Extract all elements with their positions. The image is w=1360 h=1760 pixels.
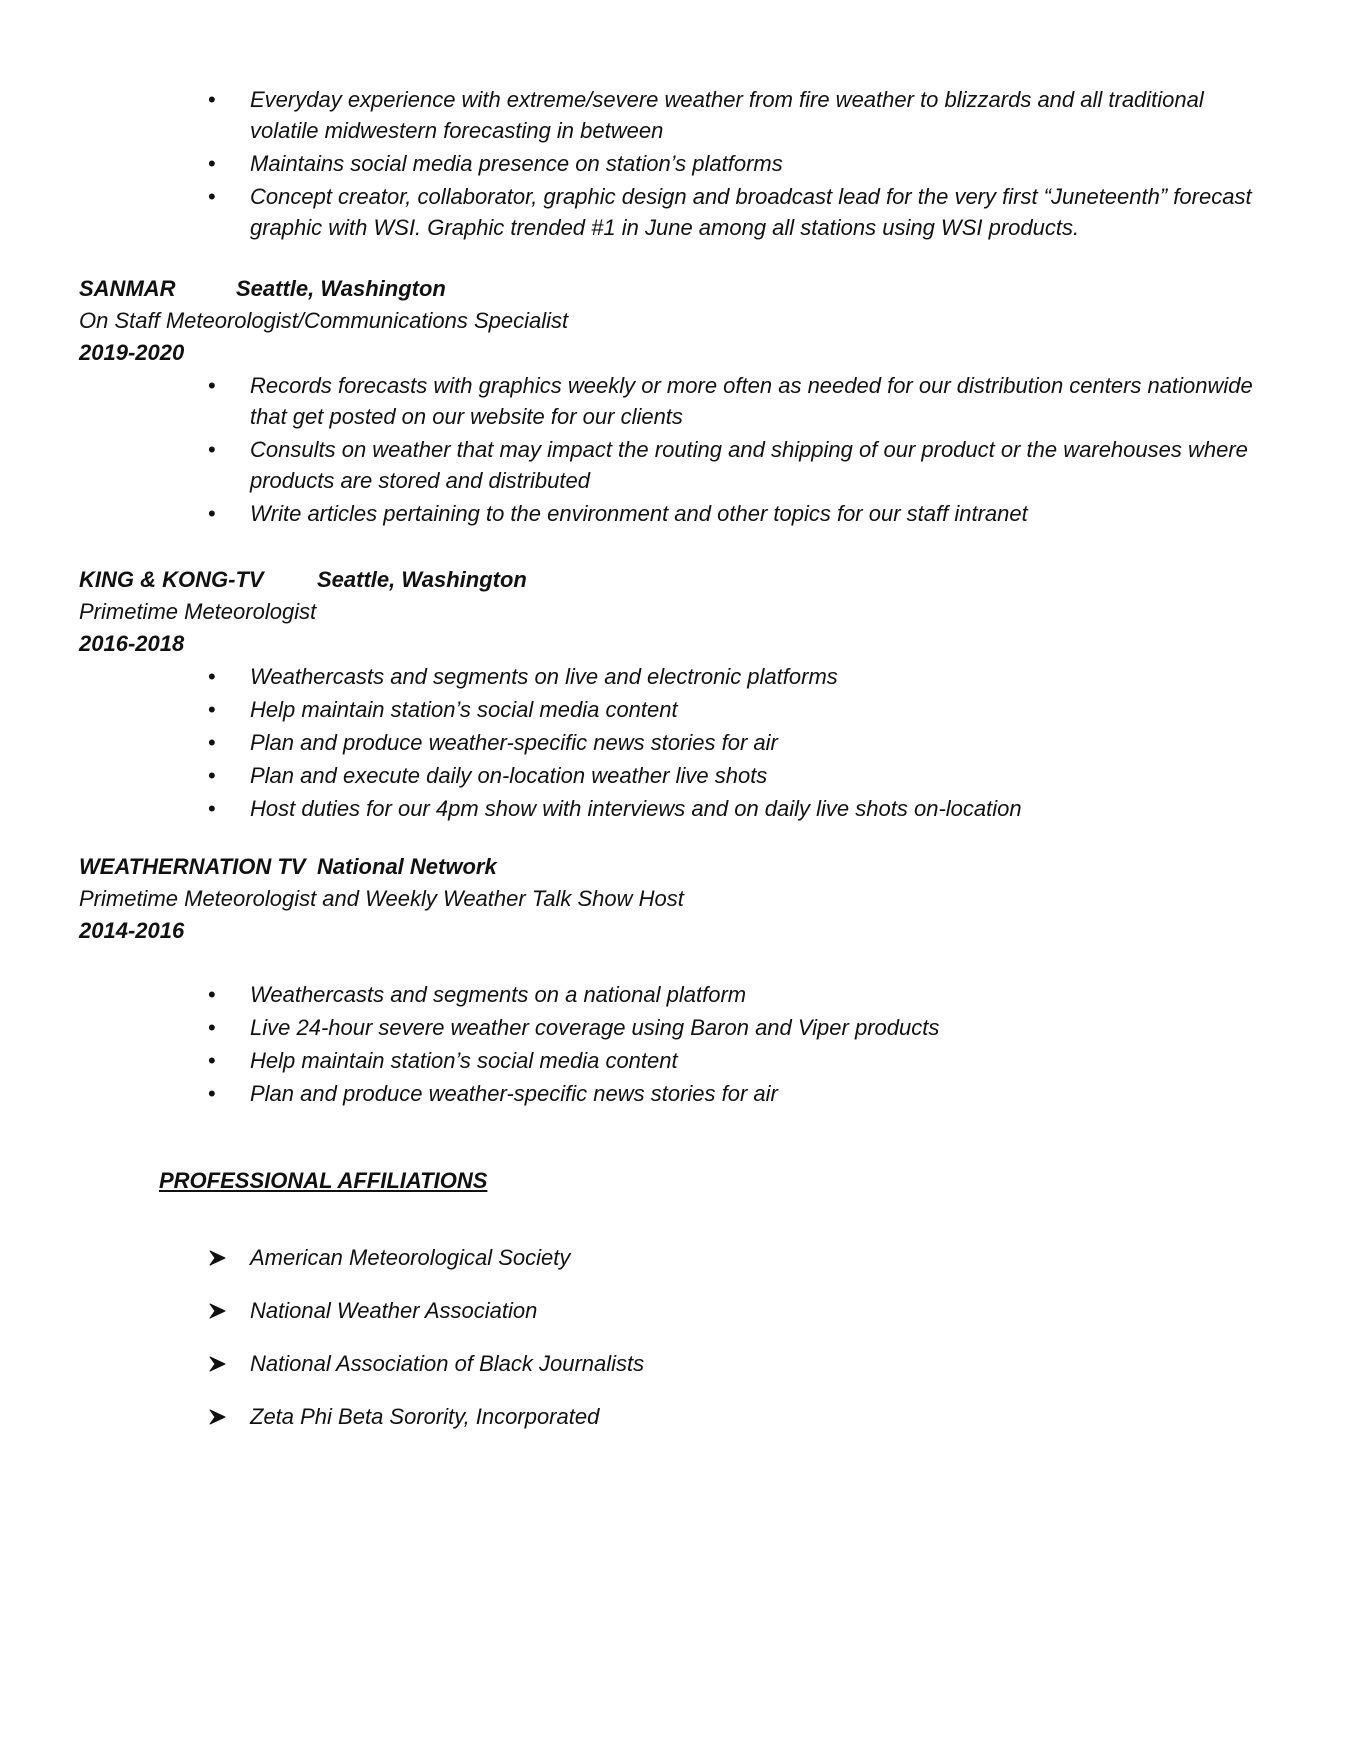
bullet-glyph: • xyxy=(208,763,216,788)
bullet-text: Write articles pertaining to the environment and other topics for our staff intranet xyxy=(250,501,1028,526)
job-bullet-list xyxy=(208,661,1268,826)
bullet-glyph: • xyxy=(208,697,216,722)
bullet-glyph: • xyxy=(208,1081,216,1106)
list-item xyxy=(208,661,1268,692)
arrowhead-bullet-icon xyxy=(208,1407,228,1427)
job-header-sanmar xyxy=(79,274,446,304)
list-item xyxy=(208,1045,1268,1076)
affiliation-name: Zeta Phi Beta Sorority, Incorporated xyxy=(250,1404,600,1429)
bullet-text: Weathercasts and segments on live and electronic platforms xyxy=(250,664,838,689)
job-bullet-list xyxy=(208,979,1268,1111)
bullet-glyph: • xyxy=(208,184,216,209)
employer-name: WEATHERNATION TV xyxy=(79,854,306,879)
list-item xyxy=(208,1012,1268,1043)
arrowhead-bullet-icon xyxy=(208,1301,228,1321)
list-item xyxy=(208,793,1268,824)
affiliations-list xyxy=(208,1243,644,1455)
bullet-text: Help maintain station’s social media content xyxy=(250,1048,678,1073)
list-item xyxy=(208,1078,1268,1109)
list-item xyxy=(208,1402,644,1455)
job-bullet-list xyxy=(208,370,1268,531)
bullet-glyph: • xyxy=(208,151,216,176)
job-header-weathernation xyxy=(79,852,497,882)
bullet-glyph: • xyxy=(208,501,216,526)
list-item xyxy=(208,727,1268,758)
affiliation-name: National Weather Association xyxy=(250,1298,538,1323)
list-item xyxy=(208,84,1268,146)
bullet-glyph: • xyxy=(208,982,216,1007)
bullet-glyph: • xyxy=(208,1015,216,1040)
employer-name: KING & KONG-TV xyxy=(79,567,264,592)
intro-bullet-list xyxy=(208,84,1268,245)
bullet-glyph: • xyxy=(208,796,216,821)
list-item xyxy=(208,498,1268,529)
bullet-glyph: • xyxy=(208,730,216,755)
bullet-text: Live 24-hour severe weather coverage using Baron and Viper products xyxy=(250,1015,940,1040)
list-item xyxy=(208,370,1268,432)
arrowhead-bullet-icon xyxy=(208,1248,228,1268)
affiliation-name: National Association of Black Journalists xyxy=(250,1351,645,1376)
job-title: Primetime Meteorologist xyxy=(79,599,317,624)
list-item xyxy=(208,181,1268,243)
employer-name: SANMAR xyxy=(79,276,176,301)
list-item xyxy=(208,694,1268,725)
list-item xyxy=(208,1243,644,1296)
job-years: 2014-2016 xyxy=(79,918,185,943)
job-location: Seattle, Washington xyxy=(317,567,527,592)
bullet-glyph: • xyxy=(208,437,216,462)
job-location: Seattle, Washington xyxy=(236,276,446,301)
bullet-glyph: • xyxy=(208,1048,216,1073)
bullet-text: Concept creator, collaborator, graphic design and broadcast lead for the very first “Juneteenth” forecast graphic with WSI. Graphic trended #1 in June among all stations using WSI products. xyxy=(250,184,1252,240)
bullet-text: Consults on weather that may impact the routing and shipping of our product or the warehouses where products are stored and distributed xyxy=(250,437,1248,493)
bullet-glyph: • xyxy=(208,664,216,689)
job-years: 2019-2020 xyxy=(79,340,185,365)
list-item xyxy=(208,760,1268,791)
list-item xyxy=(208,1349,644,1402)
list-item xyxy=(208,148,1268,179)
job-header-king-kong xyxy=(79,565,527,595)
bullet-text: Maintains social media presence on station’s platforms xyxy=(250,151,783,176)
bullet-text: Records forecasts with graphics weekly or more often as needed for our distribution centers nationwide that get posted on our website for our clients xyxy=(250,373,1253,429)
section-heading-affiliations: PROFESSIONAL AFFILIATIONS xyxy=(159,1168,488,1193)
job-title: Primetime Meteorologist and Weekly Weather Talk Show Host xyxy=(79,886,684,911)
job-years: 2016-2018 xyxy=(79,631,185,656)
bullet-text: Host duties for our 4pm show with interviews and on daily live shots on-location xyxy=(250,796,1022,821)
bullet-glyph: • xyxy=(208,87,216,112)
bullet-text: Plan and execute daily on-location weather live shots xyxy=(250,763,768,788)
job-location: National Network xyxy=(317,854,497,879)
bullet-text: Weathercasts and segments on a national platform xyxy=(250,982,747,1007)
list-item xyxy=(208,434,1268,496)
bullet-text: Plan and produce weather-specific news stories for air xyxy=(250,1081,778,1106)
job-title: On Staff Meteorologist/Communications Specialist xyxy=(79,308,569,333)
bullet-text: Everyday experience with extreme/severe weather from fire weather to blizzards and all traditional volatile midwestern forecasting in between xyxy=(250,87,1204,143)
bullet-text: Help maintain station’s social media content xyxy=(250,697,678,722)
arrowhead-bullet-icon xyxy=(208,1354,228,1374)
affiliation-name: American Meteorological Society xyxy=(250,1245,571,1270)
bullet-text: Plan and produce weather-specific news stories for air xyxy=(250,730,778,755)
list-item xyxy=(208,1296,644,1349)
list-item xyxy=(208,979,1268,1010)
bullet-glyph: • xyxy=(208,373,216,398)
